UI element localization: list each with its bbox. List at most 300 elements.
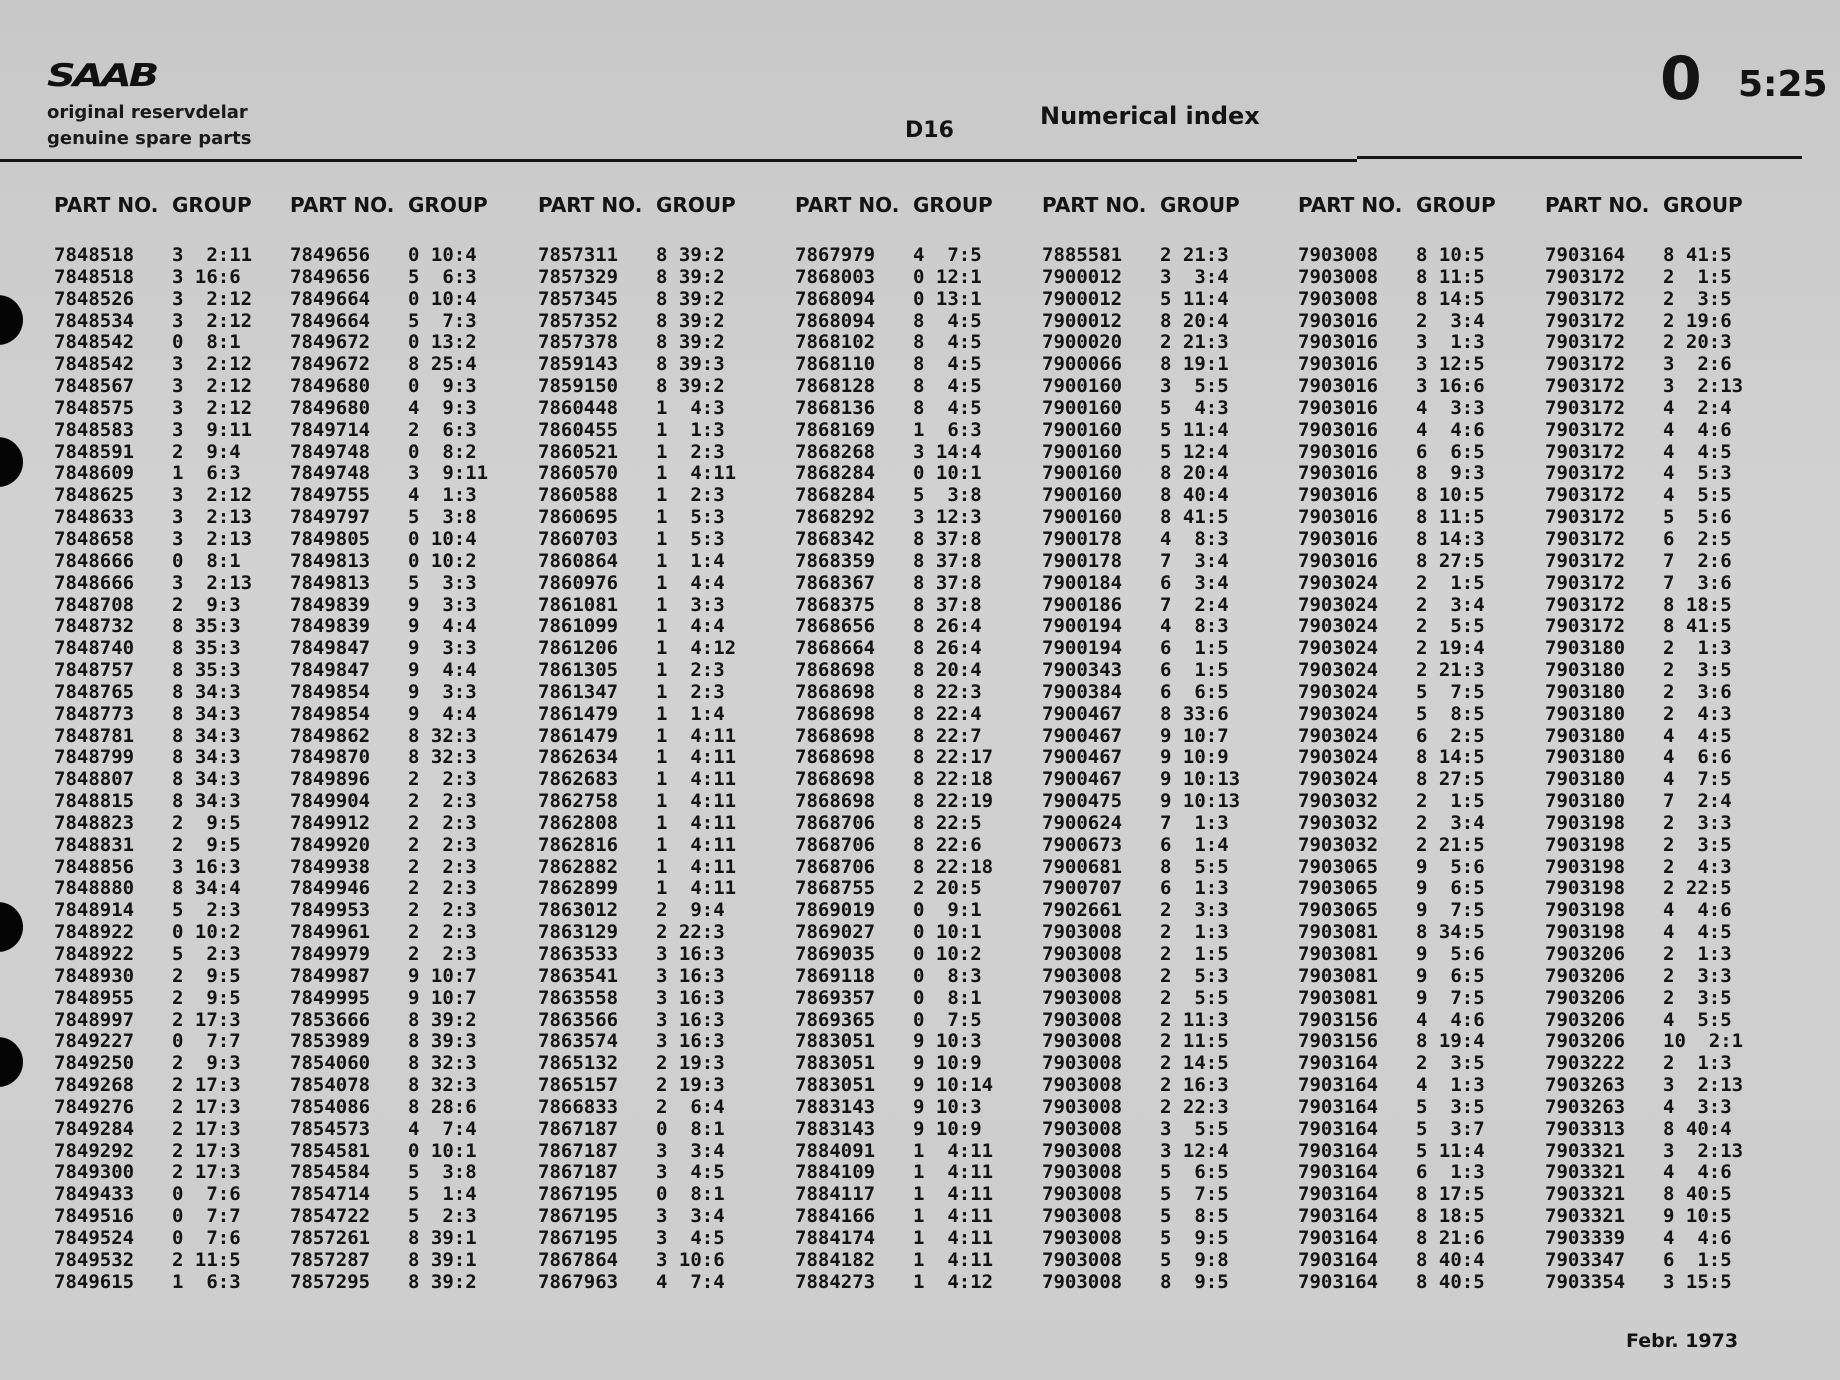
part-number: 7900343 [1042, 659, 1123, 682]
group-reference: 8 18:5 [1663, 593, 1732, 616]
group-reference: 2 3:3 [1160, 899, 1229, 922]
group-reference: 4 3:3 [1416, 396, 1485, 419]
group-reference: 5 6:5 [1160, 1161, 1229, 1184]
part-number: 7903008 [1042, 921, 1123, 944]
group-reference: 0 10:1 [913, 462, 982, 485]
part-number: 7903164 [1298, 1052, 1379, 1075]
group-reference: 9 4:4 [408, 615, 477, 638]
part-number: 7867864 [538, 1248, 619, 1271]
group-reference: 8 39:2 [408, 1270, 477, 1293]
group-reference: 9 10:14 [913, 1074, 994, 1097]
part-number: 7859150 [538, 375, 619, 398]
part-number: 7868698 [795, 702, 876, 725]
part-number: 7903206 [1545, 964, 1626, 987]
group-reference: 1 1:4 [656, 549, 725, 572]
group-reference: 0 7:5 [913, 1008, 982, 1031]
part-number: 7903016 [1298, 527, 1379, 550]
group-reference: 7 2:4 [1160, 593, 1229, 616]
group-reference: 9 6:5 [1416, 877, 1485, 900]
group-reference: 3 2:13 [1663, 375, 1744, 398]
group-reference: 8 40:5 [1663, 1183, 1732, 1206]
part-number: 7849755 [290, 484, 371, 507]
part-number: 7849680 [290, 396, 371, 419]
group-reference: 0 9:1 [913, 899, 982, 922]
group-reference: 1 1:3 [656, 418, 725, 441]
group-reference: 8 35:3 [172, 615, 241, 638]
group-reference: 8 34:3 [172, 790, 241, 813]
part-number: 7903198 [1545, 899, 1626, 922]
part-number: 7900012 [1042, 309, 1123, 332]
group-reference: 6 1:3 [1416, 1161, 1485, 1184]
part-number: 7903172 [1545, 309, 1626, 332]
group-reference: 8 39:2 [656, 265, 725, 288]
part-number: 7900475 [1042, 790, 1123, 813]
part-number: 7865157 [538, 1074, 619, 1097]
group-reference: 4 5:5 [1663, 1008, 1732, 1031]
part-number: 7849847 [290, 659, 371, 682]
part-number: 7902661 [1042, 899, 1123, 922]
part-number: 7903172 [1545, 484, 1626, 507]
group-reference: 3 16:3 [656, 986, 725, 1009]
group-reference: 8 22:5 [913, 811, 982, 834]
part-number: 7862758 [538, 790, 619, 813]
group-reference: 2 2:3 [408, 899, 477, 922]
group-reference: 8 20:4 [1160, 309, 1229, 332]
group-reference: 0 10:2 [172, 921, 241, 944]
part-number: 7903164 [1298, 1095, 1379, 1118]
group-header: GROUP [1160, 193, 1240, 217]
part-number: 7868706 [795, 855, 876, 878]
group-reference: 3 2:12 [172, 396, 253, 419]
part-number: 7862882 [538, 855, 619, 878]
part-number: 7903180 [1545, 659, 1626, 682]
group-reference: 2 3:5 [1663, 986, 1732, 1009]
part-number: 7903008 [1042, 1226, 1123, 1249]
part-number: 7849672 [290, 331, 371, 354]
group-reference: 3 2:13 [1663, 1074, 1744, 1097]
part-number: 7849920 [290, 833, 371, 856]
group-reference: 2 9:5 [172, 833, 241, 856]
group-reference: 1 4:11 [656, 833, 737, 856]
part-number: 7903172 [1545, 331, 1626, 354]
part-number: 7848658 [54, 527, 135, 550]
group-reference: 8 34:3 [172, 680, 241, 703]
group-reference: 2 2:3 [408, 790, 477, 813]
part-number: 7903206 [1545, 1030, 1626, 1053]
part-number: 7903024 [1298, 571, 1379, 594]
part-number: 7903008 [1042, 1205, 1123, 1228]
part-number: 7860455 [538, 418, 619, 441]
group-reference: 2 19:3 [656, 1074, 725, 1097]
group-reference: 3 12:3 [913, 506, 982, 529]
group-reference: 8 9:5 [1160, 1270, 1229, 1293]
group-reference: 2 1:5 [1663, 265, 1732, 288]
group-reference: 4 4:5 [1663, 440, 1732, 463]
part-number: 7860703 [538, 527, 619, 550]
part-number: 7903008 [1042, 1248, 1123, 1271]
part-number: 7867187 [538, 1161, 619, 1184]
part-number: 7900066 [1042, 353, 1123, 376]
part-number: 7848765 [54, 680, 135, 703]
part-number: 7849938 [290, 855, 371, 878]
part-no-header: PART NO. [795, 193, 900, 217]
part-number: 7848997 [54, 1008, 135, 1031]
group-reference: 8 37:8 [913, 527, 982, 550]
part-number: 7849516 [54, 1205, 135, 1228]
group-reference: 8 26:4 [913, 615, 982, 638]
part-number: 7903172 [1545, 265, 1626, 288]
group-reference: 9 10:9 [913, 1117, 982, 1140]
part-number: 7869118 [795, 964, 876, 987]
part-number: 7867187 [538, 1117, 619, 1140]
group-reference: 2 2:3 [408, 768, 477, 791]
part-number: 7849284 [54, 1117, 135, 1140]
group-reference: 3 2:13 [172, 571, 253, 594]
part-number: 7903172 [1545, 549, 1626, 572]
group-reference: 8 32:3 [408, 724, 477, 747]
part-number: 7862634 [538, 746, 619, 769]
group-reference: 8 22:4 [913, 702, 982, 725]
part-number: 7903206 [1545, 1008, 1626, 1031]
group-reference: 2 1:3 [1663, 1052, 1732, 1075]
part-number: 7848625 [54, 484, 135, 507]
part-number: 7868698 [795, 746, 876, 769]
group-reference: 2 11:5 [1160, 1030, 1229, 1053]
group-reference: 1 4:3 [656, 396, 725, 419]
part-number: 7903024 [1298, 724, 1379, 747]
group-reference: 5 7:5 [1416, 680, 1485, 703]
group-reference: 8 10:5 [1416, 244, 1485, 266]
group-reference: 6 2:5 [1416, 724, 1485, 747]
part-number: 7857329 [538, 265, 619, 288]
group-reference: 1 3:3 [656, 593, 725, 616]
group-reference: 9 5:6 [1416, 855, 1485, 878]
group-reference: 9 10:3 [913, 1030, 982, 1053]
brand-tagline-english: genuine spare parts [47, 128, 252, 149]
part-number: 7849292 [54, 1139, 135, 1162]
group-reference: 5 3:5 [1416, 1095, 1485, 1118]
group-reference: 2 3:4 [1416, 593, 1485, 616]
part-number: 7903016 [1298, 484, 1379, 507]
part-number: 7903081 [1298, 921, 1379, 944]
group-reference: 9 6:5 [1416, 964, 1485, 987]
part-no-header: PART NO. [54, 193, 159, 217]
part-number: 7903032 [1298, 790, 1379, 813]
part-number: 7861305 [538, 659, 619, 682]
group-reference: 3 10:6 [656, 1248, 725, 1271]
part-number: 7860864 [538, 549, 619, 572]
part-number: 7903008 [1298, 265, 1379, 288]
part-number: 7883051 [795, 1052, 876, 1075]
group-reference: 8 37:8 [913, 593, 982, 616]
group-reference: 4 7:5 [913, 244, 982, 266]
part-number: 7903008 [1042, 1095, 1123, 1118]
group-reference: 0 13:1 [913, 287, 982, 310]
group-reference: 5 7:5 [1160, 1183, 1229, 1206]
part-number: 7903008 [1042, 1270, 1123, 1293]
part-number: 7884273 [795, 1270, 876, 1293]
part-number: 7903198 [1545, 811, 1626, 834]
group-reference: 10 2:1 [1663, 1030, 1744, 1053]
group-reference: 0 10:4 [408, 244, 477, 266]
group-reference: 2 22:5 [1663, 877, 1732, 900]
part-number: 7848930 [54, 964, 135, 987]
group-reference: 8 4:5 [913, 396, 982, 419]
part-number: 7857352 [538, 309, 619, 332]
part-number: 7883143 [795, 1095, 876, 1118]
group-reference: 1 5:3 [656, 506, 725, 529]
group-reference: 8 34:3 [172, 724, 241, 747]
part-number: 7862899 [538, 877, 619, 900]
group-reference: 2 21:3 [1160, 331, 1229, 354]
group-reference: 0 8:1 [172, 549, 241, 572]
group-reference: 8 20:4 [1160, 462, 1229, 485]
group-reference: 8 17:5 [1416, 1183, 1485, 1206]
part-number: 7849995 [290, 986, 371, 1009]
group-reference: 6 3:4 [1160, 571, 1229, 594]
part-number: 7849961 [290, 921, 371, 944]
part-number: 7869357 [795, 986, 876, 1009]
group-reference: 4 4:5 [1663, 921, 1732, 944]
part-number: 7903016 [1298, 506, 1379, 529]
part-number: 7903347 [1545, 1248, 1626, 1271]
group-reference: 8 14:3 [1416, 527, 1485, 550]
group-reference: 1 4:11 [913, 1139, 994, 1162]
group-reference: 9 10:3 [913, 1095, 982, 1118]
group-reference: 8 4:5 [913, 309, 982, 332]
group-reference: 8 11:5 [1416, 506, 1485, 529]
group-reference: 2 2:3 [408, 943, 477, 965]
group-reference: 5 3:8 [408, 506, 477, 529]
group-reference: 8 39:2 [656, 287, 725, 310]
group-reference: 0 10:2 [913, 943, 982, 965]
part-number: 7900186 [1042, 593, 1123, 616]
group-reference: 9 4:4 [408, 702, 477, 725]
group-reference: 1 4:11 [656, 855, 737, 878]
group-reference: 2 17:3 [172, 1117, 241, 1140]
part-number: 7868003 [795, 265, 876, 288]
group-reference: 3 2:12 [172, 287, 253, 310]
part-number: 7849748 [290, 462, 371, 485]
group-reference: 5 12:4 [1160, 440, 1229, 463]
group-reference: 6 6:5 [1416, 440, 1485, 463]
part-number: 7883143 [795, 1117, 876, 1140]
group-reference: 3 4:5 [656, 1161, 725, 1184]
group-reference: 8 27:5 [1416, 768, 1485, 791]
group-reference: 5 8:5 [1160, 1205, 1229, 1228]
part-number: 7903065 [1298, 855, 1379, 878]
group-reference: 7 2:4 [1663, 790, 1732, 813]
part-number: 7868268 [795, 440, 876, 463]
group-reference: 8 39:2 [656, 331, 725, 354]
group-reference: 8 22:6 [913, 833, 982, 856]
group-reference: 9 3:3 [408, 593, 477, 616]
group-reference: 0 10:1 [913, 921, 982, 944]
part-number: 7854060 [290, 1052, 371, 1075]
group-reference: 0 7:7 [172, 1205, 241, 1228]
part-number: 7903164 [1298, 1270, 1379, 1293]
part-number: 7883051 [795, 1074, 876, 1097]
group-reference: 3 2:12 [172, 309, 253, 332]
group-reference: 0 8:1 [913, 986, 982, 1009]
part-no-header: PART NO. [1545, 193, 1650, 217]
group-reference: 3 5:5 [1160, 1117, 1229, 1140]
group-reference: 9 10:9 [913, 1052, 982, 1075]
part-number: 7849276 [54, 1095, 135, 1118]
part-number: 7860976 [538, 571, 619, 594]
part-number: 7848922 [54, 943, 135, 965]
group-reference: 2 21:3 [1160, 244, 1229, 266]
part-number: 7868136 [795, 396, 876, 419]
part-number: 7903156 [1298, 1008, 1379, 1031]
group-reference: 1 4:12 [913, 1270, 994, 1293]
part-number: 7903024 [1298, 746, 1379, 769]
part-number: 7869365 [795, 1008, 876, 1031]
group-reference: 4 4:6 [1416, 418, 1485, 441]
part-number: 7860588 [538, 484, 619, 507]
part-number: 7903172 [1545, 440, 1626, 463]
group-reference: 8 4:5 [913, 375, 982, 398]
group-reference: 2 17:3 [172, 1161, 241, 1184]
part-number: 7848518 [54, 265, 135, 288]
part-number: 7900467 [1042, 746, 1123, 769]
part-number: 7903198 [1545, 877, 1626, 900]
group-reference: 5 2:3 [172, 943, 241, 965]
group-reference: 4 5:3 [1663, 462, 1732, 485]
group-header: GROUP [656, 193, 736, 217]
group-reference: 0 8:1 [656, 1117, 725, 1140]
group-reference: 3 3:4 [656, 1139, 725, 1162]
group-reference: 0 13:2 [408, 331, 477, 354]
part-number: 7903008 [1042, 1183, 1123, 1206]
part-number: 7849912 [290, 811, 371, 834]
group-header: GROUP [408, 193, 488, 217]
group-reference: 0 10:4 [408, 527, 477, 550]
part-number: 7849946 [290, 877, 371, 900]
group-reference: 2 2:3 [408, 855, 477, 878]
group-reference: 1 4:11 [913, 1226, 994, 1249]
part-number: 7849656 [290, 244, 371, 266]
part-number: 7854078 [290, 1074, 371, 1097]
binder-hole-1 [0, 295, 23, 345]
part-number: 7849854 [290, 702, 371, 725]
part-number: 7863558 [538, 986, 619, 1009]
group-reference: 9 10:7 [408, 964, 477, 987]
group-reference: 1 6:3 [172, 1270, 241, 1293]
part-number: 7900681 [1042, 855, 1123, 878]
group-reference: 3 2:13 [172, 506, 253, 529]
group-reference: 2 20:5 [913, 877, 982, 900]
group-reference: 1 4:11 [656, 790, 737, 813]
group-reference: 1 4:11 [656, 877, 737, 900]
part-number: 7866833 [538, 1095, 619, 1118]
group-reference: 2 2:3 [408, 877, 477, 900]
group-reference: 5 3:3 [408, 571, 477, 594]
part-number: 7900020 [1042, 331, 1123, 354]
part-number: 7849953 [290, 899, 371, 922]
group-reference: 6 1:5 [1160, 637, 1229, 660]
part-number: 7867195 [538, 1226, 619, 1249]
group-reference: 2 5:5 [1160, 986, 1229, 1009]
group-reference: 2 17:3 [172, 1139, 241, 1162]
part-number: 7867979 [795, 244, 876, 266]
group-reference: 8 37:8 [913, 549, 982, 572]
part-number: 7903016 [1298, 375, 1379, 398]
group-reference: 8 22:19 [913, 790, 994, 813]
part-number: 7849904 [290, 790, 371, 813]
part-number: 7868367 [795, 571, 876, 594]
group-reference: 8 20:4 [913, 659, 982, 682]
part-number: 7900160 [1042, 462, 1123, 485]
part-number: 7903081 [1298, 964, 1379, 987]
group-reference: 3 3:4 [656, 1205, 725, 1228]
part-number: 7854086 [290, 1095, 371, 1118]
part-number: 7884109 [795, 1161, 876, 1184]
part-number: 7900384 [1042, 680, 1123, 703]
part-number: 7900184 [1042, 571, 1123, 594]
part-number: 7861347 [538, 680, 619, 703]
group-reference: 8 11:5 [1416, 265, 1485, 288]
group-reference: 4 4:6 [1663, 899, 1732, 922]
part-number: 7868755 [795, 877, 876, 900]
group-reference: 3 2:12 [172, 484, 253, 507]
group-reference: 6 1:5 [1663, 1248, 1732, 1271]
part-number: 7848633 [54, 506, 135, 529]
part-number: 7900194 [1042, 615, 1123, 638]
part-number: 7903008 [1042, 1052, 1123, 1075]
part-number: 7900707 [1042, 877, 1123, 900]
group-reference: 2 11:3 [1160, 1008, 1229, 1031]
header-rule-left [0, 159, 1357, 162]
group-reference: 2 3:3 [1663, 964, 1732, 987]
part-no-header: PART NO. [1298, 193, 1403, 217]
part-number: 7863541 [538, 964, 619, 987]
part-number: 7903164 [1298, 1117, 1379, 1140]
part-number: 7903164 [1298, 1183, 1379, 1206]
part-number: 7903180 [1545, 637, 1626, 660]
group-reference: 2 17:3 [172, 1095, 241, 1118]
group-reference: 8 22:17 [913, 746, 994, 769]
part-number: 7848807 [54, 768, 135, 791]
group-reference: 2 2:3 [408, 811, 477, 834]
group-reference: 8 39:2 [408, 1008, 477, 1031]
brand-tagline-swedish: original reservdelar [47, 102, 248, 123]
group-reference: 2 9:3 [172, 593, 241, 616]
model-code: D16 [905, 118, 954, 143]
part-number: 7869019 [795, 899, 876, 922]
part-number: 7903008 [1042, 943, 1123, 965]
group-reference: 6 2:5 [1663, 527, 1732, 550]
group-reference: 1 2:3 [656, 659, 725, 682]
part-number: 7903164 [1298, 1139, 1379, 1162]
part-number: 7903065 [1298, 899, 1379, 922]
group-reference: 3 2:11 [172, 244, 253, 266]
part-number: 7884091 [795, 1139, 876, 1162]
part-number: 7903032 [1298, 811, 1379, 834]
part-number: 7849433 [54, 1183, 135, 1206]
part-number: 7900160 [1042, 484, 1123, 507]
part-number: 7903008 [1042, 1030, 1123, 1053]
group-reference: 1 6:3 [913, 418, 982, 441]
part-number: 7861479 [538, 702, 619, 725]
part-number: 7900160 [1042, 396, 1123, 419]
group-reference: 2 19:3 [656, 1052, 725, 1075]
group-reference: 3 3:4 [1160, 265, 1229, 288]
group-reference: 8 40:4 [1160, 484, 1229, 507]
group-reference: 9 3:3 [408, 680, 477, 703]
part-number: 7848708 [54, 593, 135, 616]
part-number: 7903172 [1545, 593, 1626, 616]
